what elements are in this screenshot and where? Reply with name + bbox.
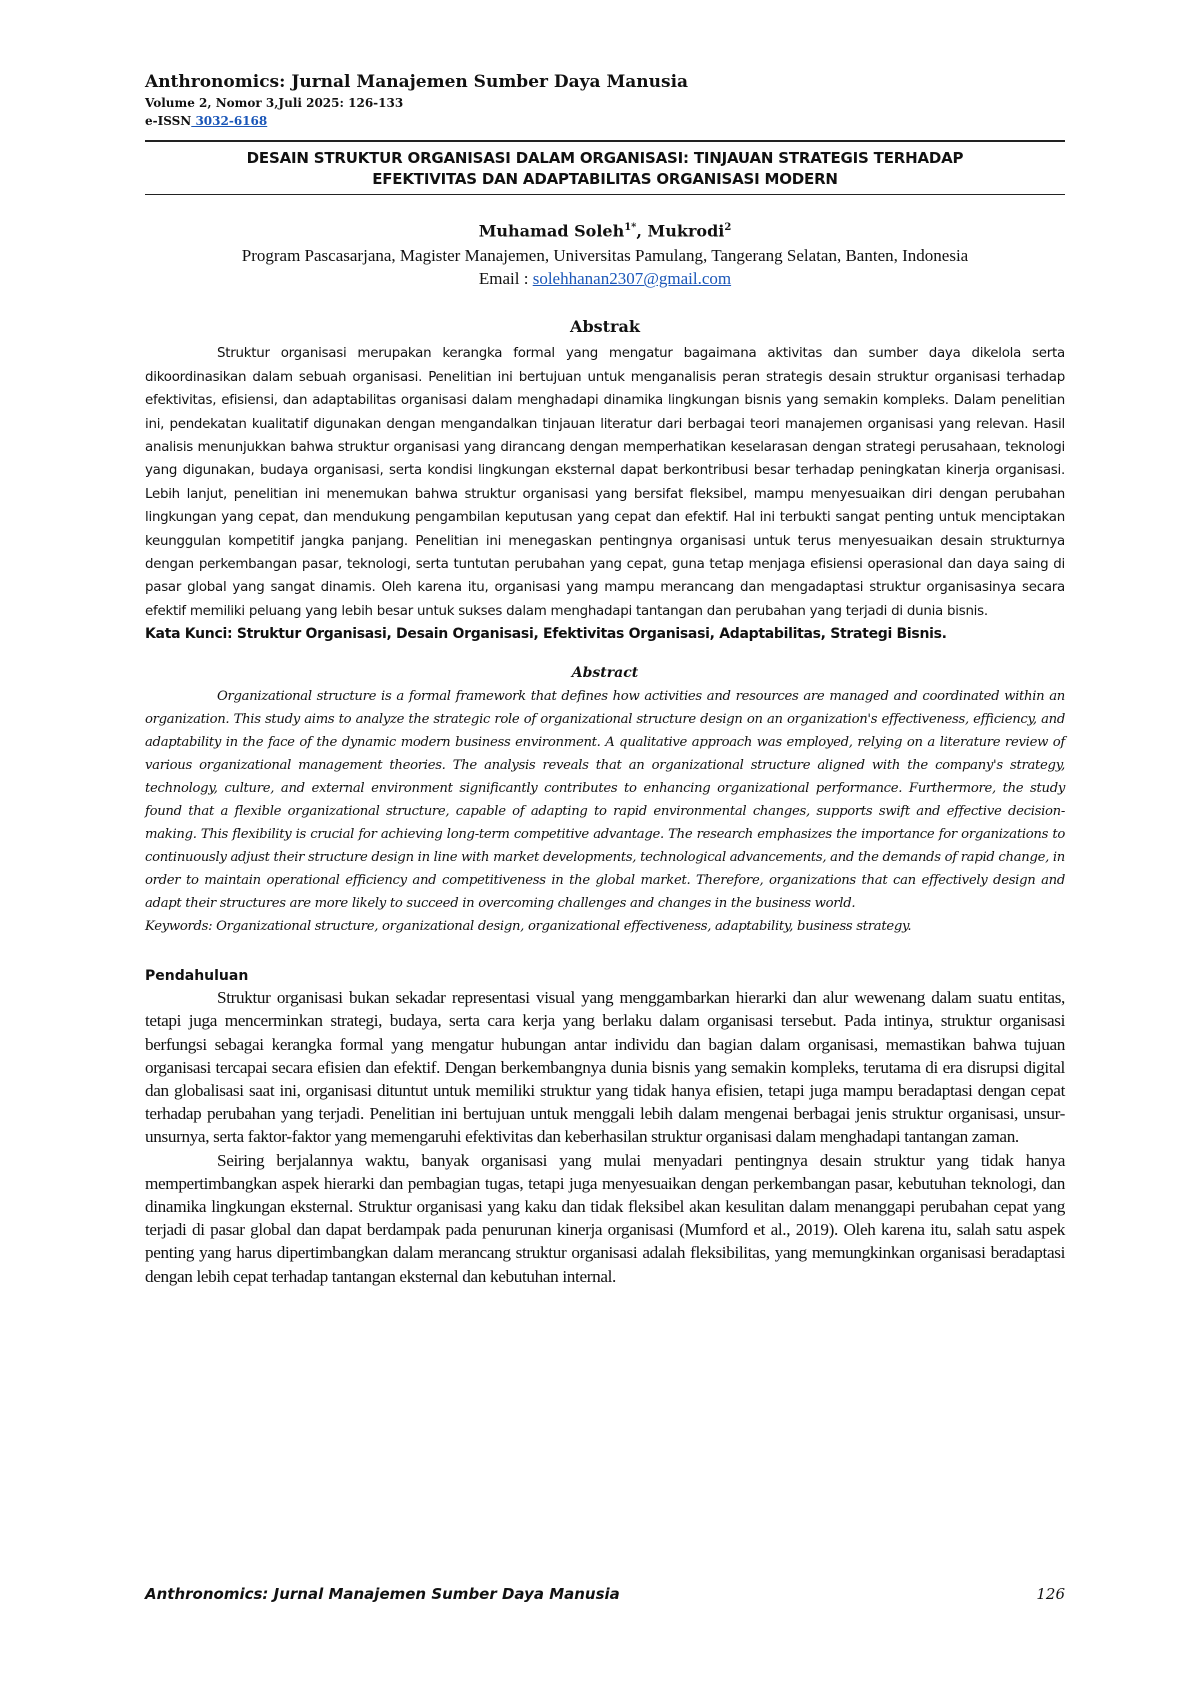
keywords-id: Kata Kunci: Struktur Organisasi, Desain Organisasi, Efektivitas Organisasi, Adaptabilitas, Strategi Bisnis. [145, 626, 947, 643]
email-label: Email : [478, 269, 533, 289]
email-link[interactable]: solehhanan2307@gmail.com [532, 269, 732, 289]
author-1-sup: 1* [624, 222, 637, 233]
introduction-paragraph-2: Seiring berjalannya waktu, banyak organisasi yang mulai menyadari pentingnya desain struktur yang tidak hanya mempertimbangkan aspek hierarki dan pembagian tugas, tetapi juga menyesuaikan dengan perkembangan pasar, kebutuhan teknologi, dan dinamika lingkungan eksternal. Struktur organisasi yang kaku dan tidak fleksibel akan kesulitan dalam menanggapi perubahan cepat yang terjadi di pasar global dan dapat berdampak pada penurunan kinerja organisasi (Mumford et al., 2019). Oleh karena itu, salah satu aspek penting yang harus dipertimbangkan dalam merancang struktur organisasi adalah fleksibilitas, yang memungkinkan organisasi beradaptasi dengan lebih cepat terhadap tantangan eksternal dan kebutuhan internal. [145, 1150, 1065, 1286]
author-2: Mukrodi [647, 221, 725, 241]
article-title-block [145, 140, 1065, 195]
author-1: Muhamad Soleh [478, 221, 625, 241]
footer-journal-name: Anthronomics: Jurnal Manajemen Sumber Daya Manusia [145, 1585, 620, 1603]
journal-name: Anthronomics: Jurnal Manajemen Sumber Daya Manusia [145, 72, 689, 92]
page-footer [145, 1585, 1065, 1603]
email-line [145, 267, 1065, 290]
page-number: 126 [1036, 1585, 1065, 1603]
issn-line [145, 112, 1065, 130]
affiliation: Program Pascasarjana, Magister Manajemen, Universitas Pamulang, Tangerang Selatan, Banten, Indonesia [241, 246, 969, 266]
article-page [145, 70, 1065, 1288]
article-title-line-2: EFEKTIVITAS DAN ADAPTABILITAS ORGANISASI MODERN [372, 170, 838, 188]
keywords-en: Keywords: Organizational structure, organizational design, organizational effectiveness, adaptability, business strategy. [145, 919, 912, 935]
volume-line: Volume 2, Nomor 3,Juli 2025: 126-133 [145, 96, 404, 110]
author-separator: , [636, 221, 648, 241]
issn-label: e-ISSN [145, 114, 192, 128]
abstract-id-text: Struktur organisasi merupakan kerangka formal yang mengatur bagaimana aktivitas dan sumber daya dikelola serta dikoordinasikan dalam sebuah organisasi. Penelitian ini bertujuan untuk menganalisis peran strategis desain struktur organisasi terhadap efektivitas, efisiensi, dan adaptabilitas organisasi dalam menghadapi dinamika lingkungan bisnis yang semakin kompleks. Dalam penelitian ini, pendekatan kualitatif digunakan dengan mengandalkan tinjauan literatur dari berbagai teori manajemen organisasi yang relevan. Hasil analisis menunjukkan bahwa struktur organisasi yang dirancang dengan memperhatikan keselarasan dengan strategi perusahaan, teknologi yang digunakan, budaya organisasi, serta kondisi lingkungan eksternal dapat berkontribusi besar terhadap peningkatan kinerja organisasi. Lebih lanjut, penelitian ini menemukan bahwa struktur organisasi yang bersifat fleksibel, mampu menyesuaikan diri dengan perubahan lingkungan yang cepat, dan mendukung pengambilan keputusan yang cepat dan efektif. Hal ini terbukti sangat penting untuk menciptakan keunggulan kompetitif jangka panjang. Penelitian ini menegaskan pentingnya organisasi untuk terus menyesuaikan desain strukturnya dengan perkembangan pasar, teknologi, serta tuntutan perubahan yang cepat, guna tetap menjaga efisiensi operasional dan daya saing di pasar global yang sangat dinamis. Oleh karena itu, organisasi yang mampu merancang dan mengadaptasi struktur organisasinya secara efektif memiliki peluang yang lebih besar untuk sukses dalam menghadapi tantangan dan perubahan yang terjadi di dunia bisnis. [145, 346, 1065, 619]
article-title-line-1: DESAIN STRUKTUR ORGANISASI DALAM ORGANISASI: TINJAUAN STRATEGIS TERHADAP [246, 149, 964, 167]
issn-link[interactable]: 3032-6168 [191, 114, 268, 128]
introduction-paragraph-1: Struktur organisasi bukan sekadar representasi visual yang menggambarkan hierarki dan alur wewenang dalam suatu entitas, tetapi juga mencerminkan strategi, budaya, serta cara kerja yang berlaku dalam organisasi tersebut. Pada intinya, struktur organisasi berfungsi sebagai kerangka formal yang mengatur hubungan antar individu dan bagian dalam organisasi, memastikan bahwa tujuan organisasi tercapai secara efisien dan efektif. Dengan berkembangnya dunia bisnis yang semakin kompleks, terutama di era disrupsi digital dan globalisasi saat ini, organisasi dituntut untuk memiliki struktur yang tidak hanya efisien, tetapi juga mampu beradaptasi dengan cepat terhadap perubahan yang terjadi. Penelitian ini bertujuan untuk menggali lebih dalam mengenai berbagai jenis struktur organisasi, unsur-unsurnya, serta faktor-faktor yang memengaruhi efektivitas dan keberhasilan struktur organisasi dalam menghadapi tantangan zaman. [145, 988, 1065, 1147]
abstract-id-heading: Abstrak [570, 317, 640, 337]
section-heading-introduction: Pendahuluan [145, 968, 249, 985]
author-2-sup: 2 [724, 222, 732, 233]
author-list [145, 217, 1065, 242]
abstract-en-text: Organizational structure is a formal framework that defines how activities and resources are managed and coordinated within an organization. This study aims to analyze the strategic role of organizational structure design on an organization's effectiveness, efficiency, and adaptability in the face of the dynamic modern business environment. A qualitative approach was employed, relying on a literature review of various organizational management theories. The analysis reveals that an organizational structure aligned with the company's strategy, technology, culture, and external environment significantly contributes to enhancing organizational performance. Furthermore, the study found that a flexible organizational structure, capable of adapting to rapid environmental changes, supports swift and effective decision-making. This flexibility is crucial for achieving long-term competitive advantage. The research emphasizes the importance for organizations to continuously adjust their structure design in line with market developments, technological advancements, and the demands of rapid change, in order to maintain operational efficiency and competitiveness in the global market. Therefore, organizations that can effectively design and adapt their structures are more likely to succeed in overcoming challenges and changes in the business world. [145, 689, 1065, 912]
abstract-en-heading: Abstract [571, 665, 639, 682]
